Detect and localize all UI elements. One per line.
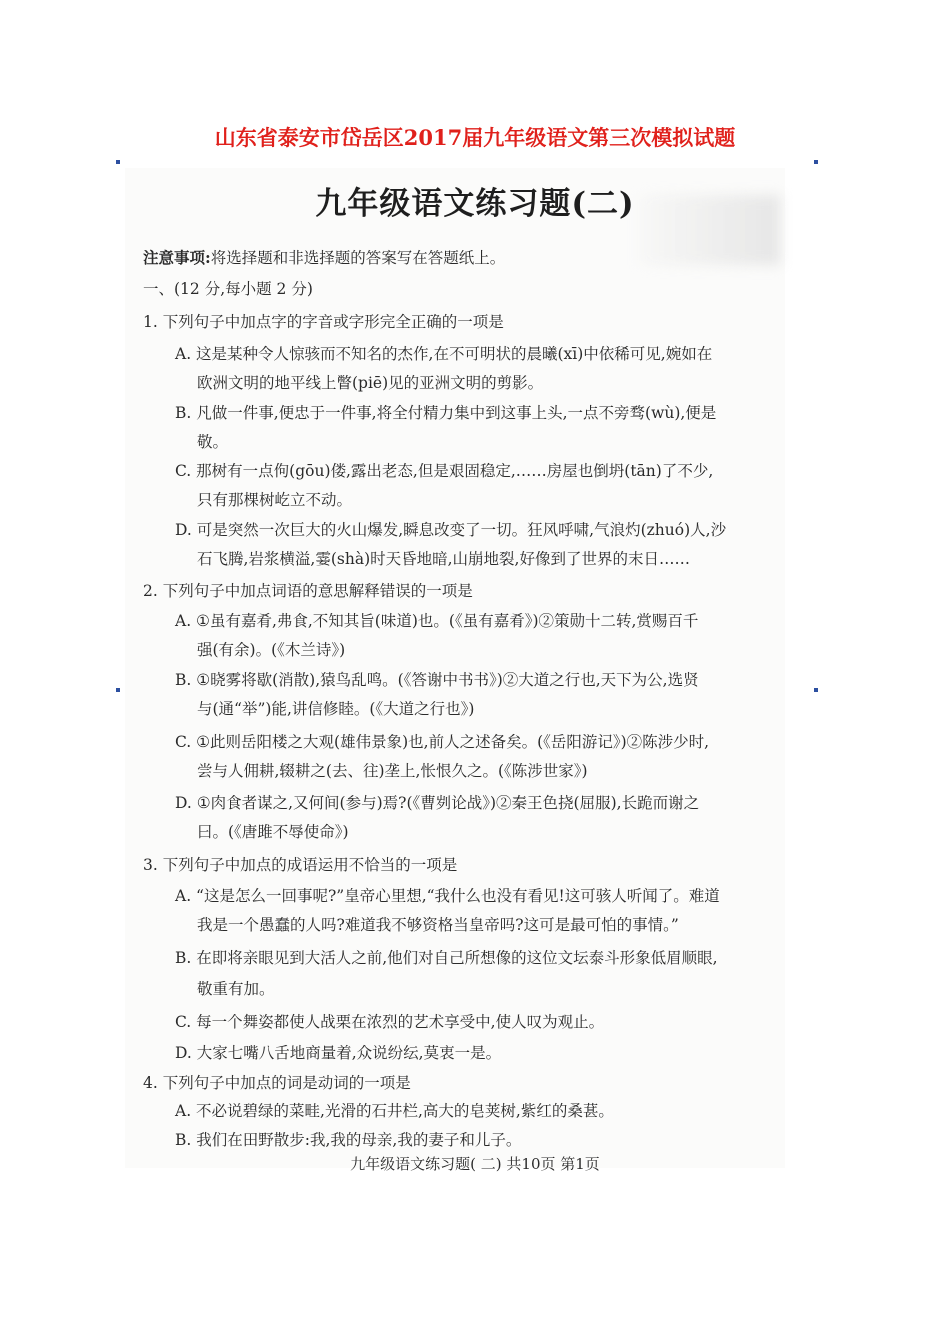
question-3-option-b: B. 在即将亲眼见到大活人之前,他们对自己所想像的这位文坛泰斗形象低眉顺眼, <box>175 949 718 967</box>
notice-text: 将选择题和非选择题的答案写在答题纸上。 <box>210 249 506 267</box>
question-2-option-d-cont: 曰。(《唐雎不辱使命》) <box>197 823 349 841</box>
question-1-option-d-cont: 石飞腾,岩浆横溢,霎(shà)时天昏地暗,山崩地裂,好像到了世界的末日…… <box>197 550 690 568</box>
question-2-stem: 2. 下列句子中加点词语的意思解释错误的一项是 <box>143 582 473 600</box>
question-4-option-b: B. 我们在田野散步:我,我的母亲,我的妻子和儿子。 <box>175 1131 522 1149</box>
page-footer: 九年级语文练习题( 二) 共10页 第1页 <box>350 1155 600 1173</box>
paper-title: 九年级语文练习题(二) <box>315 186 635 222</box>
question-3-option-d: D. 大家七嘴八舌地商量着,众说纷纭,莫衷一是。 <box>175 1044 502 1062</box>
question-2-option-a-cont: 强(有余)。(《木兰诗》) <box>197 641 346 659</box>
question-2-option-d: D. ①肉食者谋之,又何间(参与)焉?(《曹刿论战》)②秦王色挠(屈服),长跪而谢之 <box>175 794 700 812</box>
corner-mark-mid-right <box>814 688 818 692</box>
question-2-option-b-cont: 与(通“举”)能,讲信修睦。(《大道之行也》) <box>197 700 475 718</box>
section-heading: 一、(12 分,每小题 2 分) <box>143 280 313 298</box>
corner-mark-top-right <box>814 160 818 164</box>
question-3-option-c: C. 每一个舞姿都使人战栗在浓烈的艺术享受中,使人叹为观止。 <box>175 1013 605 1031</box>
question-3-stem: 3. 下列句子中加点的成语运用不恰当的一项是 <box>143 856 458 874</box>
question-1-option-b-cont: 敬。 <box>197 433 229 451</box>
question-2-option-b: B. ①晓雾将歇(消散),猿鸟乱鸣。(《答谢中书书》)②大道之行也,天下为公,选贤 <box>175 671 699 689</box>
question-2-option-a: A. ①虽有嘉肴,弗食,不知其旨(味道)也。(《虽有嘉肴》)②策勋十二转,赏赐百千 <box>175 612 699 630</box>
notice-line <box>143 246 505 268</box>
notice-label: 注意事项: <box>143 248 211 267</box>
corner-mark-top-left <box>116 160 120 164</box>
question-1-option-a: A. 这是某种令人惊骇而不知名的杰作,在不可明状的晨曦(xī)中依稀可见,婉如在 <box>175 345 713 363</box>
question-4-stem: 4. 下列句子中加点的词是动词的一项是 <box>143 1074 411 1092</box>
question-2-option-c: C. ①此则岳阳楼之大观(雄伟景象)也,前人之述备矣。(《岳阳游记》)②陈涉少时, <box>175 733 710 751</box>
question-4-option-a: A. 不必说碧绿的菜畦,光滑的石井栏,高大的皂荚树,紫红的桑葚。 <box>175 1102 614 1120</box>
question-3-option-a: A. “这是怎么一回事呢?”皇帝心里想,“我什么也没有看见!这可骇人听闻了。难道 <box>175 887 720 905</box>
question-3-option-a-cont: 我是一个愚蠢的人吗?难道我不够资格当皇帝吗?这可是最可怕的事情。” <box>197 916 679 934</box>
question-3-option-b-cont: 敬重有加。 <box>197 980 275 998</box>
question-1-stem: 1. 下列句子中加点字的字音或字形完全正确的一项是 <box>143 313 504 331</box>
question-1-option-c: C. 那树有一点佝(gōu)偻,露出老态,但是艰固稳定,……房屋也倒坍(tān)了不少, <box>175 462 714 480</box>
question-1-option-b: B. 凡做一件事,便忠于一件事,将全付精力集中到这事上头,一点不旁骛(wù),便是 <box>175 404 717 422</box>
question-1-option-d: D. 可是突然一次巨大的火山爆发,瞬息改变了一切。狂风呼啸,气浪灼(zhuó)人,沙 <box>175 521 727 539</box>
question-1-option-a-cont: 欧洲文明的地平线上瞥(piē)见的亚洲文明的剪影。 <box>197 374 544 392</box>
question-2-option-c-cont: 尝与人佣耕,辍耕之(去、往)垄上,怅恨久之。(《陈涉世家》) <box>197 762 588 780</box>
question-1-option-c-cont: 只有那棵树屹立不动。 <box>197 491 353 509</box>
corner-mark-mid-left <box>116 688 120 692</box>
header-title: 山东省泰安市岱岳区2017届九年级语文第三次模拟试题 <box>214 125 736 150</box>
